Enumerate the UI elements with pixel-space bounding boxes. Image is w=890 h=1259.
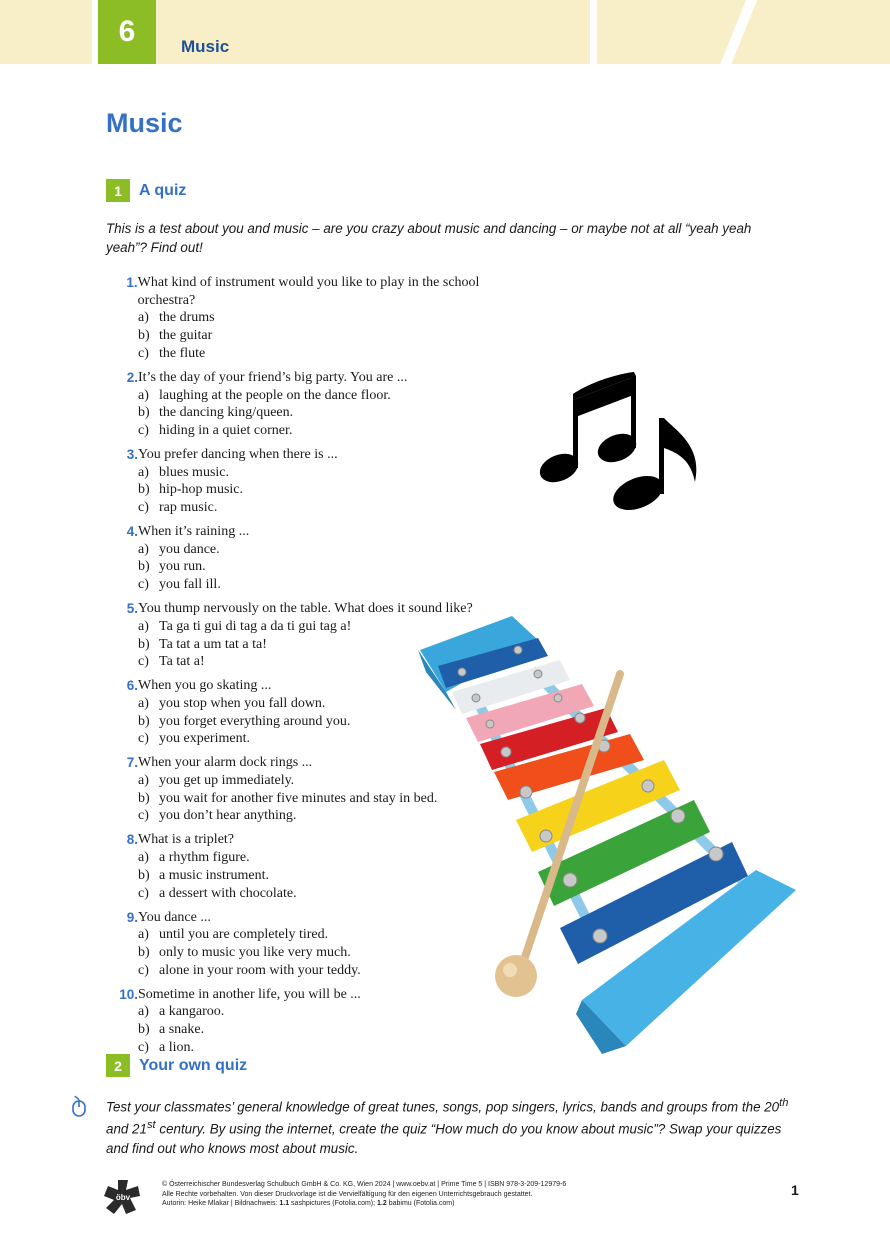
option-text: a dessert with chocolate. [159,885,297,901]
option-text: the drums [159,310,215,326]
question-text: What is a triplet? [138,832,235,848]
answer-option [106,309,536,327]
question-text: When your alarm dock rings ... [138,755,313,771]
question-number [106,754,138,772]
option-letter: a) [138,464,149,480]
section-1-intro: This is a test about you and music – are you crazy about music and dancing – or maybe not at all “yeah yeah yeah”? Find out! [106,221,752,255]
option-text: Ta tat a um tat a ta! [159,636,267,652]
option-letter: c) [138,500,149,516]
option-text: Ta ga ti gui di tag a da ti gui tag a! [159,618,352,634]
question-number [106,986,138,1004]
option-letter: b) [138,405,150,421]
question-text: It’s the day of your friend’s big party. You are ... [138,369,408,385]
section-1-heading [106,179,186,202]
option-letter: c) [138,654,149,670]
question-line [106,523,536,541]
question-number-text: 8. [126,832,138,848]
question-line [106,274,536,309]
page-title: Music [106,108,183,138]
header-band-divider [590,0,597,70]
footer-text-part: babimu (Fotolia.com) [386,1200,455,1207]
option-text: a lion. [159,1039,194,1055]
answer-option [106,499,536,517]
footer-line: Alle Rechte vorbehalten. Von dieser Druckvorlage ist die Vervielfältigung für den eigenen Unterrichtsgebrauch gestattet. [162,1190,533,1198]
question-number-text: 3. [126,446,138,462]
option-letter: c) [138,1039,149,1055]
option-letter: c) [138,731,149,747]
option-letter: c) [138,962,149,978]
option-text: a snake. [159,1022,205,1038]
answer-option [106,327,536,345]
quiz-question [106,274,536,363]
option-letter: a) [138,387,149,403]
answer-option [106,558,536,576]
option-text: hip-hop music. [159,482,243,498]
option-text: the flute [159,345,206,361]
question-number [106,831,138,849]
answer-option [106,387,536,405]
option-letter: b) [138,328,150,344]
chapter-title: Music [181,37,230,56]
option-letter: c) [138,577,149,593]
footer-line [162,1199,566,1209]
option-letter: c) [138,808,149,824]
question-number [106,677,138,695]
question-text: You prefer dancing when there is ... [138,446,338,462]
option-letter: c) [138,885,149,901]
section-title: Your own quiz [139,1056,248,1074]
option-text: only to music you like very much. [159,944,351,960]
answer-option [106,576,536,594]
option-text: you stop when you fall down. [159,695,326,711]
question-number-text: 7. [126,755,138,771]
option-text: laughing at the people on the dance floor. [159,387,391,403]
option-letter: a) [138,850,149,866]
option-text: you fall ill. [159,577,221,593]
option-letter: c) [138,345,149,361]
section-2-text-part: century. By using the internet, create the quiz “How much do you know about music”? Swap your quizzes and find out who knows most about music. [106,1121,782,1156]
question-text: You thump nervously on the table. What does it sound like? [138,601,473,617]
page-number: 1 [791,1182,799,1198]
superscript: st [146,1119,156,1132]
question-number-text: 5. [126,601,138,617]
question-text: Sometime in another life, you will be ... [138,986,361,1002]
header-band-edge [0,64,890,70]
option-text: you forget everything around you. [159,713,351,729]
footer-text-part: 1.1 [279,1200,290,1207]
option-letter: c) [138,422,149,438]
option-text: the dancing king/queen. [159,405,294,421]
option-text: the guitar [159,328,213,344]
option-text: a music instrument. [159,867,270,883]
answer-option [106,481,536,499]
question-line [106,446,536,464]
answer-option [106,541,536,559]
answer-option [106,345,536,363]
option-letter: a) [138,1004,149,1020]
header-band [0,0,890,70]
superscript: th [779,1097,789,1109]
footer-text-part: 1.2 [377,1200,387,1207]
footer-text-part: Autorin: Heike Mlakar | Bildnachweis: [162,1200,280,1207]
footer-credits [162,1180,566,1209]
footer-line: © Österreichischer Bundesverlag Schulbuch GmbH & Co. KG, Wien 2024 | www.oebv.at | Prime Time 5 | ISBN 978-3-209-12979-6 [162,1181,567,1188]
option-letter: b) [138,867,150,883]
section-number: 1 [106,179,130,202]
option-text: hiding in a quiet corner. [159,422,293,438]
option-text: you wait for another five minutes and stay in bed. [159,790,438,806]
question-number [106,274,138,309]
question-number-text: 1. [126,275,138,290]
option-letter: a) [138,927,149,943]
quiz-question [106,446,536,517]
option-letter: b) [138,636,150,652]
publisher-logo-text: öbv [115,1193,131,1202]
section-title: A quiz [139,181,187,199]
option-letter: a) [138,695,149,711]
option-letter: a) [138,541,149,557]
option-letter: b) [138,482,150,498]
option-text: blues music. [159,464,229,480]
option-text: alone in your room with your teddy. [159,962,361,978]
answer-option [106,404,536,422]
mouse-icon [70,1095,88,1117]
question-line [106,369,536,387]
question-number-text: 10. [119,986,138,1002]
section-number: 2 [106,1054,130,1077]
question-number-text: 4. [126,524,138,540]
option-text: Ta tat a! [159,654,205,670]
option-text: a rhythm figure. [159,850,250,866]
option-letter: a) [138,618,149,634]
section-2-heading [106,1054,247,1077]
question-text: You dance ... [138,909,211,925]
answer-option [106,422,536,440]
section-2-text [106,1094,796,1158]
option-text: you don’t hear anything. [159,808,297,824]
option-letter: b) [138,713,150,729]
option-letter: b) [138,559,150,575]
question-number-text: 9. [126,909,138,925]
option-text: you get up immediately. [159,773,295,789]
option-text: until you are completely tired. [159,927,329,943]
option-text: a kangaroo. [159,1004,225,1020]
section-2-text-part: Test your classmates’ general knowledge of great tunes, songs, pop singers, lyrics, bands and groups from the 20 [106,1099,780,1115]
chapter-number: 6 [98,0,156,64]
quiz-question [106,523,536,594]
question-text: When you go skating ... [138,678,272,694]
question-number [106,909,138,927]
question-number [106,446,138,464]
question-number-text: 6. [126,678,138,694]
option-letter: b) [138,944,150,960]
option-text: you run. [159,559,206,575]
publisher-logo [104,1178,142,1216]
option-text: you experiment. [159,731,250,747]
question-number-text: 2. [126,369,138,385]
section-2-text-part: and 21 [106,1121,147,1137]
question-number [106,369,138,387]
option-letter: b) [138,1022,150,1038]
question-number [106,523,138,541]
option-letter: b) [138,790,150,806]
option-letter: a) [138,773,149,789]
music-notes-icon [535,370,710,520]
quiz-question [106,369,536,440]
question-text: What kind of instrument would you like to play in the school orchestra? [137,275,480,308]
answer-option [106,464,536,482]
question-number [106,600,138,618]
question-text: When it’s raining ... [138,524,250,540]
option-text: rap music. [159,500,218,516]
xylophone-image [412,610,804,1062]
option-text: you dance. [159,541,220,557]
option-letter: a) [138,310,149,326]
footer-text-part: sashpictures (Fotolia.com); [289,1200,378,1207]
